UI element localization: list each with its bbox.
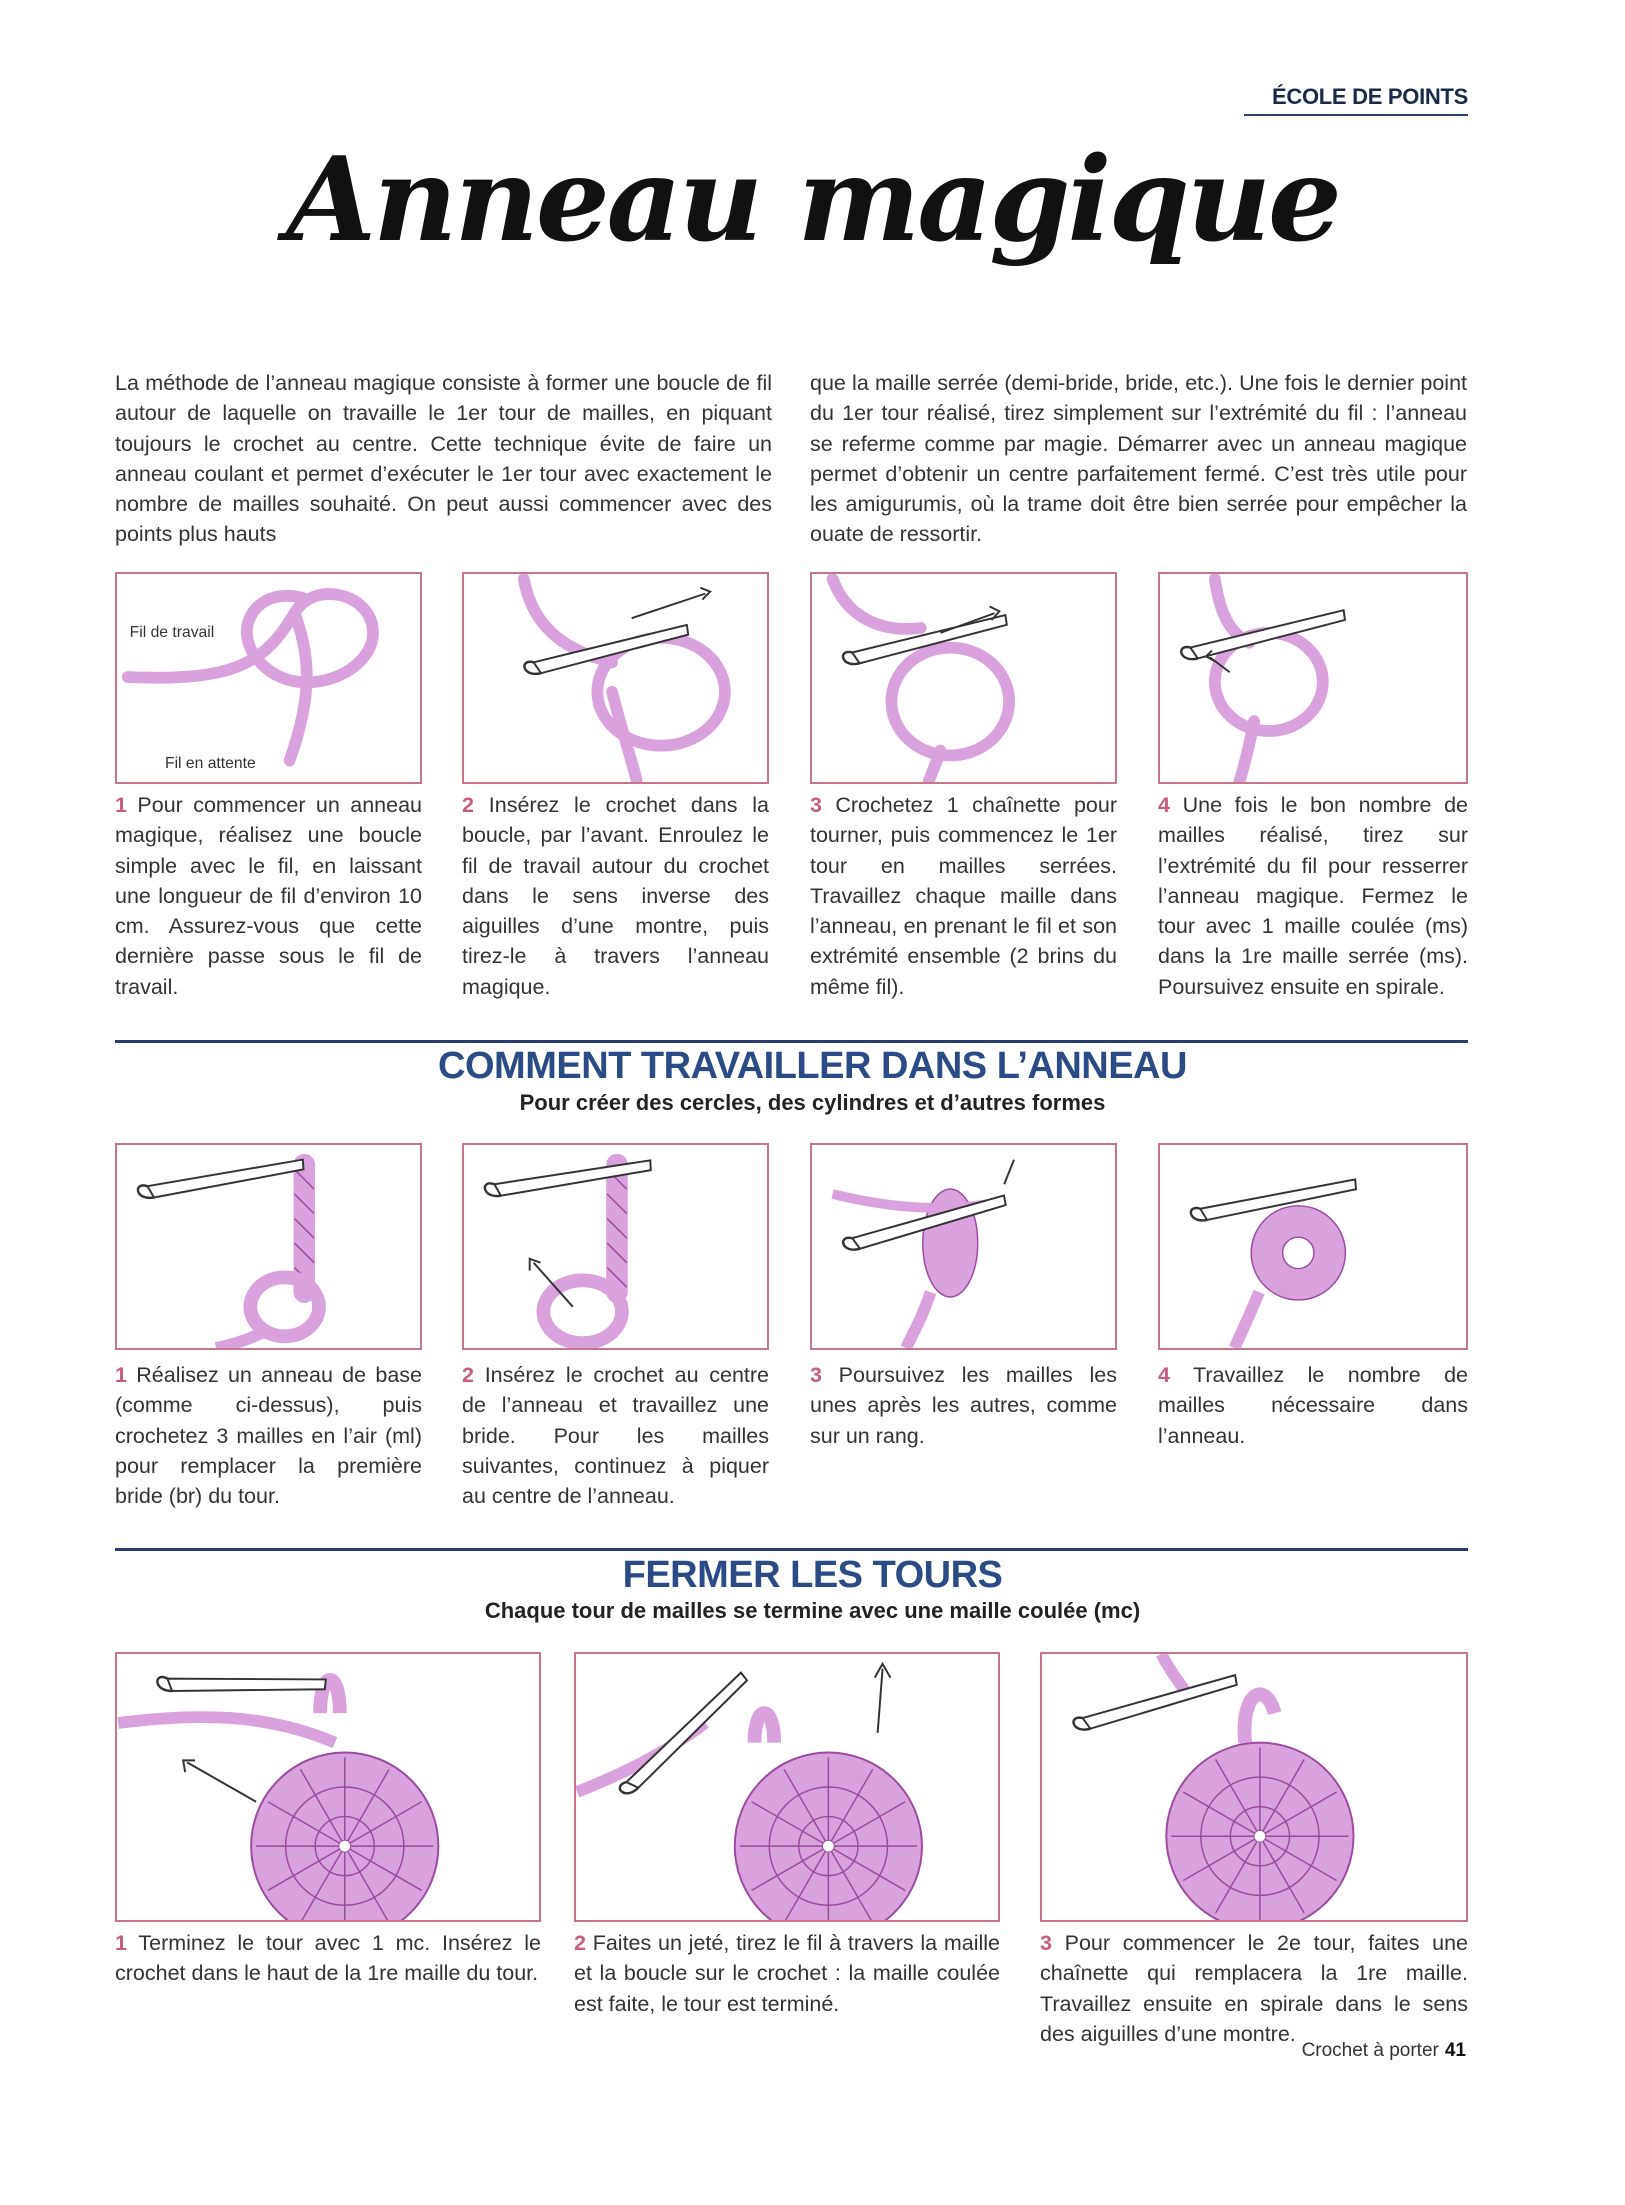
step-number: 1 <box>115 1363 127 1387</box>
section-tag-rule <box>1244 114 1468 116</box>
figure-row3-3 <box>1040 1652 1468 1922</box>
figure-row2-2 <box>462 1143 769 1350</box>
figure-row1-4 <box>1158 572 1468 784</box>
figure-row2-3 <box>810 1143 1117 1350</box>
step-number: 3 <box>1040 1931 1052 1955</box>
section3-subtitle: Chaque tour de mailles se termine avec une maille coulée (mc) <box>484 1598 1141 1623</box>
row3-caption-3 <box>1040 1928 1468 2049</box>
step-text: Une fois le bon nombre de mailles réalisé, tirez sur l’extrémité du fil pour resserrer l’anneau magique. Fermez le tour avec 1 maille coulée (ms) dans la 1re maille serrée (ms). Poursuivez ensuite en spirale. <box>1158 793 1468 999</box>
section-tag: ÉCOLE DE POINTS <box>1272 84 1468 109</box>
step-text: Terminez le tour avec 1 mc. Insérez le crochet dans le haut de la 1re maille du tour. <box>115 1931 541 1986</box>
step-number: 3 <box>810 793 822 817</box>
step-text: Réalisez un anneau de base (comme ci-dessus), puis crochetez 3 mailles en l’air (ml) pour remplacer la première bride (br) du tour. <box>115 1363 422 1509</box>
section2-rule <box>115 1040 1468 1043</box>
row1-caption-1 <box>115 790 422 1002</box>
step-text: Poursuivez les mailles les unes après les autres, comme sur un rang. <box>810 1363 1117 1448</box>
step-text: Pour commencer un anneau magique, réalisez une boucle simple avec le fil, en laissant une longueur de fil d’environ 10 cm. Assurez-vous que cette dernière passe sous le fil de travail. <box>115 793 422 999</box>
figure-row2-4 <box>1158 1143 1468 1350</box>
step-number: 3 <box>810 1363 822 1387</box>
row1-caption-3 <box>810 790 1117 1002</box>
step-text: Pour commencer le 2e tour, faites une chaînette qui remplacera la 1re maille. Travaillez ensuite en spirale dans le sens des aiguilles d’une montre. <box>1040 1931 1468 2046</box>
label-working-yarn: Fil de travail <box>129 623 215 641</box>
step-text: Insérez le crochet au centre de l’anneau et travaillez une bride. Pour les mailles suivantes, continuez à piquer au centre de l’anneau. <box>462 1363 769 1509</box>
section2-subtitle: Pour créer des cercles, des cylindres et d’autres formes <box>519 1090 1106 1115</box>
figure-row1-1 <box>115 572 422 784</box>
step-number: 2 <box>462 793 474 817</box>
row3-caption-1 <box>115 1928 541 1989</box>
row2-caption-1 <box>115 1360 422 1511</box>
row3-caption-2 <box>574 1928 1000 2019</box>
label-waiting-yarn: Fil en attente <box>164 755 256 773</box>
page-title: Anneau magique <box>286 132 1339 268</box>
step-text: Faites un jeté, tirez le fil à travers la maille et la boucle sur le crochet : la maille coulée est faite, le tour est terminé. <box>574 1931 1000 2016</box>
step-number: 1 <box>115 1931 127 1955</box>
step-number: 4 <box>1158 793 1170 817</box>
page-footer <box>1302 2040 1466 2062</box>
page-number: 41 <box>1444 2040 1466 2061</box>
step-number: 2 <box>574 1931 586 1955</box>
step-text: Crochetez 1 chaînette pour tourner, puis commencez le 1er tour en mailles serrées. Travaillez chaque maille dans l’anneau, en prenant le fil et son extrémité ensemble (2 brins du même fil). <box>810 793 1117 999</box>
section3-rule <box>115 1548 1468 1551</box>
section3-title: FERMER LES TOURS <box>622 1554 1003 1596</box>
step-text: Insérez le crochet dans la boucle, par l’avant. Enroulez le fil de travail autour du crochet dans le sens inverse des aiguilles d’une montre, puis tirez-le à travers l’anneau magique. <box>462 793 769 999</box>
row1-caption-4 <box>1158 790 1468 1002</box>
row2-caption-4 <box>1158 1360 1468 1451</box>
figure-row2-1 <box>115 1143 422 1350</box>
figure-row1-3 <box>810 572 1117 784</box>
row2-caption-2 <box>462 1360 769 1511</box>
step-number: 1 <box>115 793 127 817</box>
figure-row3-1 <box>115 1652 541 1922</box>
step-number: 2 <box>462 1363 474 1387</box>
figure-row1-2 <box>462 572 769 784</box>
row2-caption-3 <box>810 1360 1117 1451</box>
row1-caption-2 <box>462 790 769 1002</box>
magazine-name: Crochet à porter <box>1301 2040 1439 2061</box>
step-text: Travaillez le nombre de mailles nécessaire dans l’anneau. <box>1158 1363 1468 1448</box>
section2-title: COMMENT TRAVAILLER DANS L’ANNEAU <box>438 1045 1187 1087</box>
intro-column-1: La méthode de l’anneau magique consiste à former une boucle de fil autour de laquelle on travaille le 1er tour de mailles, en piquant toujours le crochet au centre. Cette technique évite de faire un anneau coulant et permet d’exécuter le 1er tour avec exactement le nombre de mailles souhaité. On peut aussi commencer avec des points plus hauts <box>115 371 772 547</box>
step-number: 4 <box>1158 1363 1170 1387</box>
intro-column-2: que la maille serrée (demi-bride, bride, etc.). Une fois le dernier point du 1er tour réalisé, tirez simplement sur l’extrémité du fil : l’anneau se referme comme par magie. Démarrer avec un anneau magique permet d’obtenir un centre parfaitement fermé. C’est très utile pour les amigurumis, où la trame doit être bien serrée pour empêcher la ouate de ressortir. <box>810 371 1467 547</box>
figure-row3-2 <box>574 1652 1000 1922</box>
